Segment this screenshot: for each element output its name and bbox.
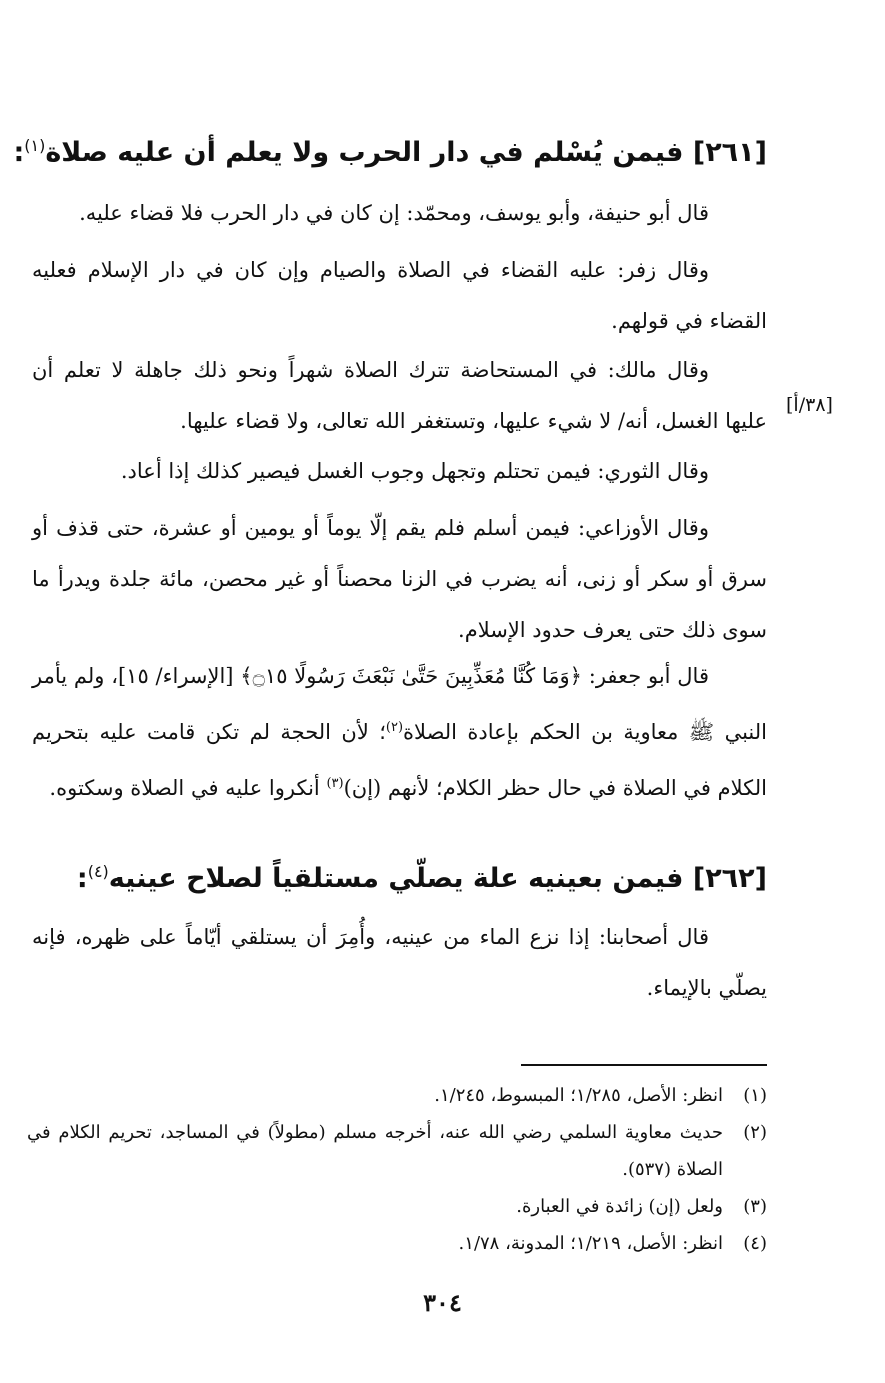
paragraph-text: أنكروا عليه في الصلاة وسكتوه. (49, 776, 327, 800)
section-title: فيمن بعينيه علة يصلّي مستلقياً لصلاح عينيه (108, 863, 684, 894)
footnote (27, 1114, 767, 1188)
footnote-text: ولعل (إن) زائدة في العبارة. (516, 1196, 723, 1217)
paragraph-zufar: وقال زفر: عليه القضاء في الصلاة والصيام وإن كان في دار الإسلام فعليه القضاء في قولهم. (32, 258, 767, 333)
section-title: فيمن يُسْلم في دار الحرب ولا يعلم أن عليه صلاة (45, 137, 684, 168)
footnote (27, 1188, 767, 1225)
manuscript-folio-marker: [٣٨/أ] (786, 394, 833, 416)
footnote-text: انظر: الأصل، ١/٢٨٥؛ المبسوط، ١/٢٤٥. (434, 1085, 723, 1106)
paragraph-ashabuna: قال أصحابنا: إذا نزع الماء من عينيه، وأُمِرَ أن يستلقي أيّاماً على ظهره، فإنه يصلّي بالإيماء. (32, 925, 767, 1000)
page-number: ٣٠٤ (423, 1288, 462, 1317)
footnote-divider (521, 1064, 767, 1066)
section-heading-261 (13, 126, 767, 173)
section-number: [٢٦٢] (692, 863, 767, 894)
paragraph-text: ؛ لأن الحجة لم تكن قامت عليه بتحريم الكلام في الصلاة في حال حظر الكلام؛ لأنهم (إن) (32, 720, 767, 800)
paragraph-malik: وقال مالك: في المستحاضة تترك الصلاة شهراً ونحو ذلك جاهلة لا تعلم أن عليها الغسل، أنه/ لا شيء عليها، وتستغفر الله تعالى، ولا قضاء عليها. (32, 358, 767, 433)
paragraph-abu-jafar (32, 651, 767, 814)
footnote-ref: (٤) (87, 862, 109, 881)
footnote-number: (٢) (743, 1122, 767, 1143)
footnote (27, 1077, 767, 1114)
paragraph-thawri: وقال الثوري: فيمن تحتلم وتجهل وجوب الغسل فيصير كذلك إذا أعاد. (120, 459, 709, 483)
footnote-number: (٣) (743, 1196, 767, 1217)
footnote-text: انظر: الأصل، ١/٢١٩؛ المدونة، ١/٧٨. (458, 1233, 723, 1254)
paragraph-text: قال أبو جعفر: ﴿وَمَا كُنَّا مُعَذِّبِينَ حَتَّىٰ نَبْعَثَ رَسُولًا ۝١٥﴾ [الإسراء/ ١٥]، ولم يأمر النبي ﷺ معاوية بن الحكم بإعادة الصلاة (32, 664, 767, 744)
footnote-ref: (٣) (326, 776, 344, 791)
footnote-number: (٤) (743, 1233, 767, 1254)
paragraph-abu-hanifa: قال أبو حنيفة، وأبو يوسف، ومحمّد: إن كان في دار الحرب فلا قضاء عليه. (79, 201, 709, 225)
paragraph-awzai: وقال الأوزاعي: فيمن أسلم فلم يقم إلّا يوماً أو يومين أو عشرة، حتى قذف أو سرق أو سكر أو زنى، أنه يضرب في الزنا محصناً أو غير محصن، مائة جلدة ويدرأ ما سوى ذلك حتى يعرف حدود الإسلام. (32, 516, 767, 642)
section-number: [٢٦١] (692, 137, 767, 168)
heading-colon: : (76, 863, 88, 894)
footnote-number: (١) (743, 1085, 767, 1106)
heading-colon: : (13, 137, 25, 168)
section-heading-262 (47, 852, 767, 899)
footnotes (27, 1077, 767, 1262)
footnote-ref: (١) (24, 136, 46, 155)
footnote-ref: (٢) (385, 720, 404, 735)
footnote-text: حديث معاوية السلمي رضي الله عنه، أخرجه مسلم (مطولاً) في المساجد، تحريم الكلام في الصلاة (٥٣٧). (27, 1122, 723, 1180)
footnote (27, 1225, 767, 1262)
